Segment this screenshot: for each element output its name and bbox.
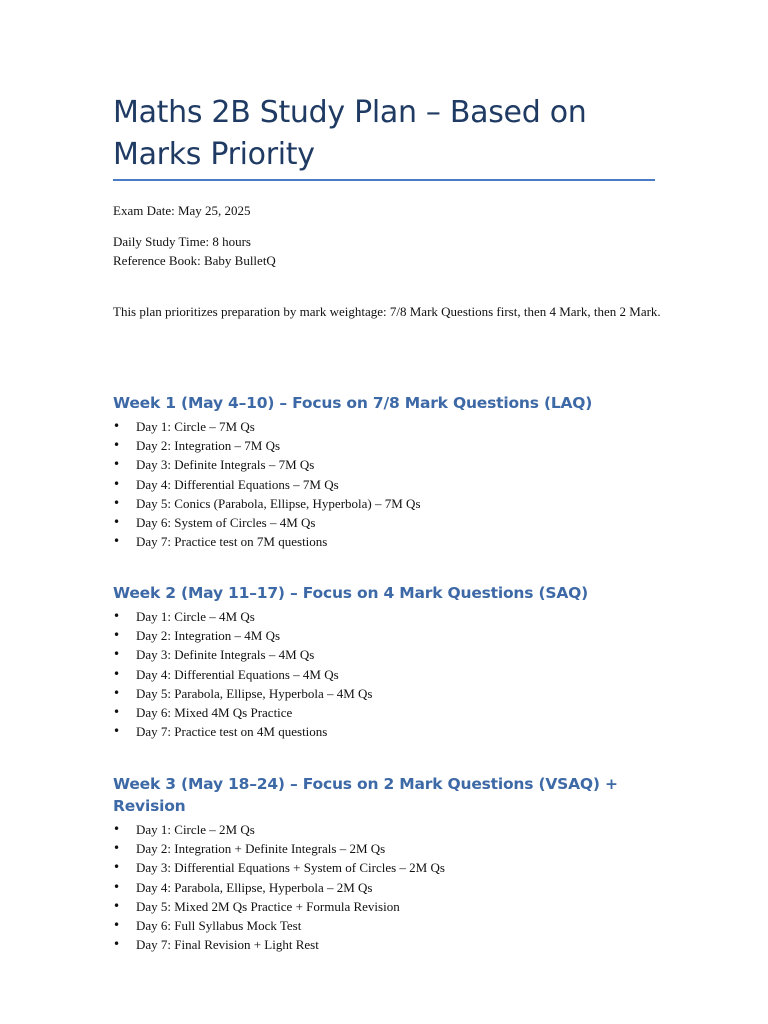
day-text: Day 7: Practice test on 7M questions xyxy=(136,534,328,550)
day-text: Day 3: Definite Integrals – 4M Qs xyxy=(136,647,315,663)
day-text: Day 1: Circle – 2M Qs xyxy=(136,822,255,837)
day-text: Day 6: System of Circles – 4M Qs xyxy=(136,515,316,531)
bullet-icon: • xyxy=(113,898,121,913)
bullet-icon: • xyxy=(113,685,121,700)
bullet-icon: • xyxy=(113,609,121,623)
bullet-icon: • xyxy=(113,438,121,453)
exam-date: Exam Date: May 25, 2025 xyxy=(113,203,251,218)
bullet-icon: • xyxy=(113,918,121,933)
list-item xyxy=(113,839,673,858)
week-3-heading: Week 3 (May 18–24) – Focus on 2 Mark Questions (VSAQ) + Revision xyxy=(113,775,618,815)
list-item xyxy=(113,494,673,513)
document-title: Maths 2B Study Plan – Based on Marks Priority xyxy=(113,95,587,172)
bullet-icon: • xyxy=(113,647,121,662)
intro-paragraph: This plan prioritizes preparation by mark weightage: 7/8 Mark Questions first, then 4 Mark, then 2 Mark. xyxy=(113,304,661,319)
bullet-icon: • xyxy=(113,457,121,472)
week-3-day-list xyxy=(113,820,673,954)
day-text: Day 7: Final Revision + Light Rest xyxy=(136,937,319,953)
bullet-icon: • xyxy=(113,879,121,894)
day-text: Day 2: Integration + Definite Integrals – 2M Qs xyxy=(136,841,386,857)
day-text: Day 4: Parabola, Ellipse, Hyperbola – 2M Qs xyxy=(136,879,373,895)
week-1-section xyxy=(113,392,673,551)
list-item xyxy=(113,820,673,839)
bullet-icon: • xyxy=(113,937,121,952)
week-2-heading: Week 2 (May 11–17) – Focus on 4 Mark Questions (SAQ) xyxy=(113,584,588,602)
daily-study-time: Daily Study Time: 8 hours xyxy=(113,234,251,249)
list-item xyxy=(113,684,673,703)
day-text: Day 7: Practice test on 4M questions xyxy=(136,724,328,740)
list-item xyxy=(113,607,673,626)
list-item xyxy=(113,436,673,455)
bullet-icon: • xyxy=(113,495,121,510)
reference-book: Reference Book: Baby BulletQ xyxy=(113,253,276,268)
day-text: Day 2: Integration – 4M Qs xyxy=(136,628,281,644)
list-item xyxy=(113,935,673,954)
day-text: Day 2: Integration – 7M Qs xyxy=(136,438,281,454)
week-3-section xyxy=(113,773,673,954)
bullet-icon: • xyxy=(113,419,121,433)
week-2-day-list xyxy=(113,607,673,741)
day-text: Day 4: Differential Equations – 4M Qs xyxy=(136,666,339,682)
list-item xyxy=(113,897,673,916)
list-item xyxy=(113,417,673,436)
day-text: Day 6: Full Syllabus Mock Test xyxy=(136,918,302,934)
list-item xyxy=(113,665,673,684)
bullet-icon: • xyxy=(113,860,121,875)
bullet-icon: • xyxy=(113,705,121,720)
bullet-icon: • xyxy=(113,724,121,739)
day-text: Day 5: Parabola, Ellipse, Hyperbola – 4M Qs xyxy=(136,685,373,701)
title-underline xyxy=(113,179,655,181)
bullet-icon: • xyxy=(113,841,121,856)
day-text: Day 6: Mixed 4M Qs Practice xyxy=(136,705,293,721)
list-item xyxy=(113,645,673,664)
bullet-icon: • xyxy=(113,534,121,549)
day-text: Day 5: Conics (Parabola, Ellipse, Hyperbola) – 7M Qs xyxy=(136,495,421,511)
list-item xyxy=(113,916,673,935)
bullet-icon: • xyxy=(113,822,121,836)
list-item xyxy=(113,475,673,494)
day-text: Day 5: Mixed 2M Qs Practice + Formula Revision xyxy=(136,898,400,914)
list-item xyxy=(113,455,673,474)
list-item xyxy=(113,703,673,722)
bullet-icon: • xyxy=(113,515,121,530)
day-text: Day 3: Definite Integrals – 7M Qs xyxy=(136,457,315,473)
list-item xyxy=(113,722,673,741)
week-2-section xyxy=(113,582,673,741)
week-1-day-list xyxy=(113,417,673,551)
list-item xyxy=(113,626,673,645)
bullet-icon: • xyxy=(113,666,121,681)
day-text: Day 4: Differential Equations – 7M Qs xyxy=(136,476,339,492)
bullet-icon: • xyxy=(113,628,121,643)
bullet-icon: • xyxy=(113,476,121,491)
list-item xyxy=(113,532,673,551)
day-text: Day 3: Differential Equations + System of Circles – 2M Qs xyxy=(136,860,445,876)
list-item xyxy=(113,878,673,897)
list-item xyxy=(113,513,673,532)
list-item xyxy=(113,858,673,877)
day-text: Day 1: Circle – 7M Qs xyxy=(136,419,255,434)
day-text: Day 1: Circle – 4M Qs xyxy=(136,609,255,624)
week-1-heading: Week 1 (May 4–10) – Focus on 7/8 Mark Questions (LAQ) xyxy=(113,394,593,412)
